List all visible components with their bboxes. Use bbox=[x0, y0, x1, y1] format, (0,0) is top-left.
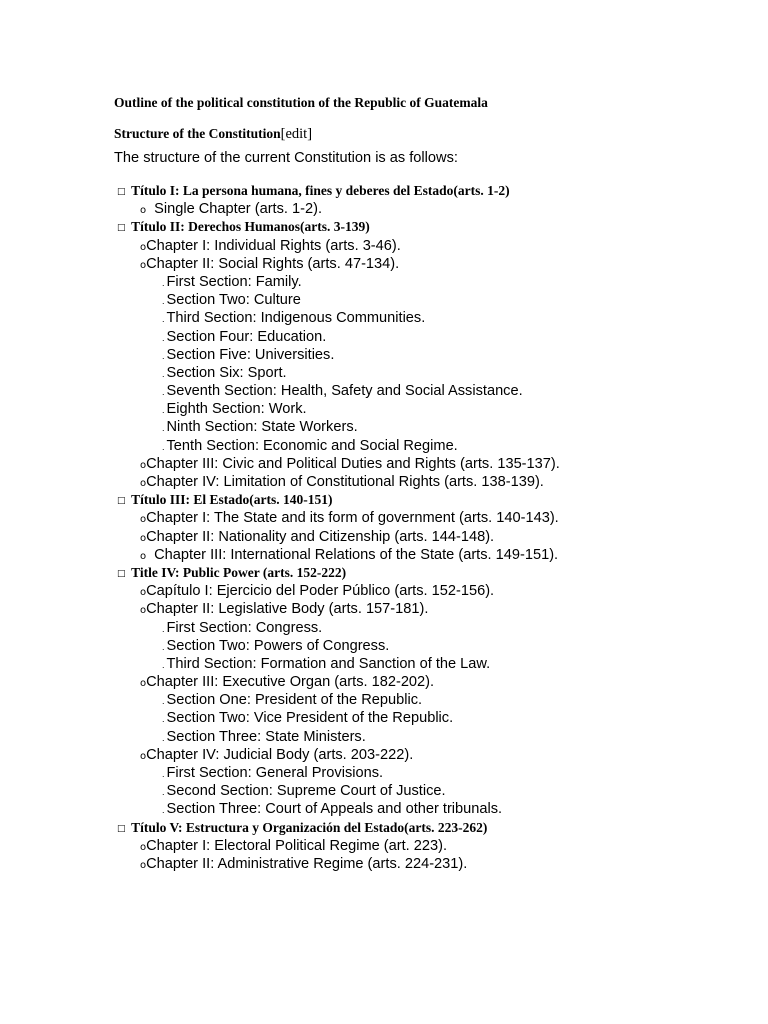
outline-section-item bbox=[0, 328, 768, 346]
circle-bullet-icon: o bbox=[140, 678, 147, 690]
outline-section-item bbox=[0, 709, 768, 727]
dot-bullet-icon: . bbox=[162, 277, 165, 288]
outline-chapter-item bbox=[0, 200, 768, 218]
outline-section-item bbox=[0, 273, 768, 291]
section-heading bbox=[114, 125, 312, 143]
section-item-label: First Section: Family. bbox=[166, 273, 302, 290]
dot-bullet-icon: . bbox=[162, 368, 165, 379]
intro-paragraph: The structure of the current Constitution is as follows: bbox=[114, 150, 458, 166]
section-item-label: First Section: Congress. bbox=[166, 619, 323, 636]
section-item-label: Section One: President of the Republic. bbox=[166, 692, 423, 709]
outline-section-item bbox=[0, 291, 768, 309]
outline-chapter-item bbox=[0, 255, 768, 273]
circle-bullet-icon: o bbox=[140, 514, 147, 526]
circle-bullet-icon: o bbox=[140, 859, 147, 871]
circle-bullet-icon: o bbox=[140, 532, 147, 544]
chapter-item-label: Chapter IV: Judicial Body (arts. 203-222). bbox=[146, 746, 414, 763]
outline-chapter-item bbox=[0, 473, 768, 491]
constitution-outline bbox=[0, 182, 768, 873]
chapter-item-label: Chapter IV: Limitation of Constitutional Rights (arts. 138-139). bbox=[146, 474, 544, 490]
circle-bullet-icon: o bbox=[140, 459, 147, 471]
title-item-label: Título V: Estructura y Organización del Estado(arts. 223-262) bbox=[131, 819, 488, 835]
outline-chapter-item bbox=[0, 455, 768, 473]
circle-bullet-icon: o bbox=[140, 259, 147, 271]
edit-link[interactable]: [edit] bbox=[280, 126, 313, 142]
chapter-item-label: Chapter III: International Relations of the State (arts. 149-151). bbox=[154, 546, 559, 563]
outline-section-item bbox=[0, 309, 768, 327]
outline-section-item bbox=[0, 691, 768, 709]
section-item-label: Ninth Section: State Workers. bbox=[166, 419, 358, 436]
outline-section-item bbox=[0, 364, 768, 382]
dot-bullet-icon: . bbox=[162, 641, 165, 652]
section-item-label: Tenth Section: Economic and Social Regime. bbox=[166, 437, 458, 454]
circle-bullet-icon: o bbox=[140, 841, 147, 853]
outline-chapter-item bbox=[0, 746, 768, 764]
outline-title-item bbox=[0, 819, 768, 837]
title-item-label: Título III: El Estado(arts. 140-151) bbox=[131, 492, 333, 508]
square-bullet-icon: □ bbox=[117, 568, 126, 579]
dot-bullet-icon: . bbox=[162, 387, 165, 398]
dot-bullet-icon: . bbox=[162, 423, 165, 434]
outline-section-item bbox=[0, 437, 768, 455]
outline-chapter-item bbox=[0, 546, 768, 564]
title-item-label: Título II: Derechos Humanos(arts. 3-139) bbox=[131, 219, 370, 235]
outline-title-item bbox=[0, 491, 768, 509]
dot-bullet-icon: . bbox=[162, 350, 165, 361]
dot-bullet-icon: . bbox=[162, 696, 165, 707]
outline-section-item bbox=[0, 764, 768, 782]
chapter-item-label: Chapter II: Nationality and Citizenship (arts. 144-148). bbox=[146, 528, 495, 545]
section-item-label: Section Three: Court of Appeals and other tribunals. bbox=[166, 801, 503, 818]
section-item-label: Section Three: State Ministers. bbox=[166, 728, 366, 745]
outline-chapter-item bbox=[0, 855, 768, 873]
outline-section-item bbox=[0, 800, 768, 818]
dot-bullet-icon: . bbox=[162, 659, 165, 670]
title-item-label: Title IV: Public Power (arts. 152-222) bbox=[131, 564, 347, 580]
title-item-label: Título I: La persona humana, fines y deberes del Estado(arts. 1-2) bbox=[131, 183, 510, 198]
outline-section-item bbox=[0, 728, 768, 746]
chapter-item-label: Chapter I: Individual Rights (arts. 3-46). bbox=[146, 237, 401, 254]
circle-bullet-icon: o bbox=[140, 550, 147, 562]
square-bullet-icon: □ bbox=[117, 187, 126, 197]
outline-section-item bbox=[0, 418, 768, 436]
square-bullet-icon: □ bbox=[117, 823, 126, 834]
section-item-label: Section Four: Education. bbox=[166, 328, 327, 345]
outline-title-item bbox=[0, 218, 768, 236]
outline-section-item bbox=[0, 382, 768, 400]
outline-chapter-item bbox=[0, 509, 768, 527]
dot-bullet-icon: . bbox=[162, 405, 165, 416]
chapter-item-label: Chapter I: Electoral Political Regime (art. 223). bbox=[146, 837, 448, 854]
outline-chapter-item bbox=[0, 673, 768, 691]
section-item-label: First Section: General Provisions. bbox=[166, 765, 384, 781]
chapter-item-label: Chapter II: Administrative Regime (arts. 224-231). bbox=[146, 855, 468, 872]
chapter-item-label: Chapter III: Civic and Political Duties and Rights (arts. 135-137). bbox=[146, 455, 560, 472]
outline-chapter-item bbox=[0, 528, 768, 546]
outline-section-item bbox=[0, 400, 768, 418]
circle-bullet-icon: o bbox=[140, 750, 147, 762]
chapter-item-label: Chapter II: Legislative Body (arts. 157-181). bbox=[146, 601, 429, 618]
dot-bullet-icon: . bbox=[162, 769, 165, 779]
circle-bullet-icon: o bbox=[140, 587, 147, 599]
outline-title-item bbox=[0, 182, 768, 200]
section-item-label: Second Section: Supreme Court of Justice. bbox=[166, 783, 446, 800]
dot-bullet-icon: . bbox=[162, 623, 165, 634]
section-item-label: Seventh Section: Health, Safety and Social Assistance. bbox=[166, 383, 523, 400]
circle-bullet-icon: o bbox=[140, 205, 147, 217]
outline-section-item bbox=[0, 346, 768, 364]
chapter-item-label: Chapter I: The State and its form of government (arts. 140-143). bbox=[146, 510, 559, 527]
outline-section-item bbox=[0, 655, 768, 673]
dot-bullet-icon: . bbox=[162, 296, 165, 307]
outline-chapter-item bbox=[0, 600, 768, 618]
section-item-label: Third Section: Formation and Sanction of the Law. bbox=[166, 655, 491, 672]
outline-section-item bbox=[0, 782, 768, 800]
dot-bullet-icon: . bbox=[162, 332, 165, 343]
outline-chapter-item bbox=[0, 582, 768, 600]
circle-bullet-icon: o bbox=[140, 241, 147, 253]
document-title: Outline of the political constitution of the Republic of Guatemala bbox=[114, 95, 488, 110]
outline-chapter-item bbox=[0, 837, 768, 855]
section-item-label: Third Section: Indigenous Communities. bbox=[166, 310, 426, 327]
square-bullet-icon: □ bbox=[117, 223, 126, 234]
outline-title-item bbox=[0, 564, 768, 582]
section-item-label: Section Five: Universities. bbox=[166, 346, 335, 363]
chapter-item-label: Chapter III: Executive Organ (arts. 182-202). bbox=[146, 674, 435, 691]
outline-chapter-item bbox=[0, 237, 768, 255]
section-item-label: Section Two: Culture bbox=[166, 292, 301, 309]
circle-bullet-icon: o bbox=[140, 605, 147, 617]
dot-bullet-icon: . bbox=[162, 441, 165, 452]
chapter-item-label: Single Chapter (arts. 1-2). bbox=[154, 201, 323, 218]
dot-bullet-icon: . bbox=[162, 314, 165, 325]
dot-bullet-icon: . bbox=[162, 805, 165, 816]
chapter-item-label: Chapter II: Social Rights (arts. 47-134). bbox=[146, 255, 400, 272]
section-item-label: Section Six: Sport. bbox=[166, 364, 287, 381]
circle-bullet-icon: o bbox=[140, 478, 147, 489]
dot-bullet-icon: . bbox=[162, 787, 165, 798]
outline-section-item bbox=[0, 619, 768, 637]
section-item-label: Eighth Section: Work. bbox=[166, 401, 307, 418]
section-heading-text: Structure of the Constitution bbox=[114, 126, 281, 141]
dot-bullet-icon: . bbox=[162, 714, 165, 725]
chapter-item-label: Capítulo I: Ejercicio del Poder Público (arts. 152-156). bbox=[146, 583, 495, 600]
dot-bullet-icon: . bbox=[162, 732, 165, 743]
outline-section-item bbox=[0, 637, 768, 655]
section-item-label: Section Two: Vice President of the Republic. bbox=[166, 710, 454, 727]
square-bullet-icon: □ bbox=[117, 496, 126, 507]
section-item-label: Section Two: Powers of Congress. bbox=[166, 637, 390, 654]
